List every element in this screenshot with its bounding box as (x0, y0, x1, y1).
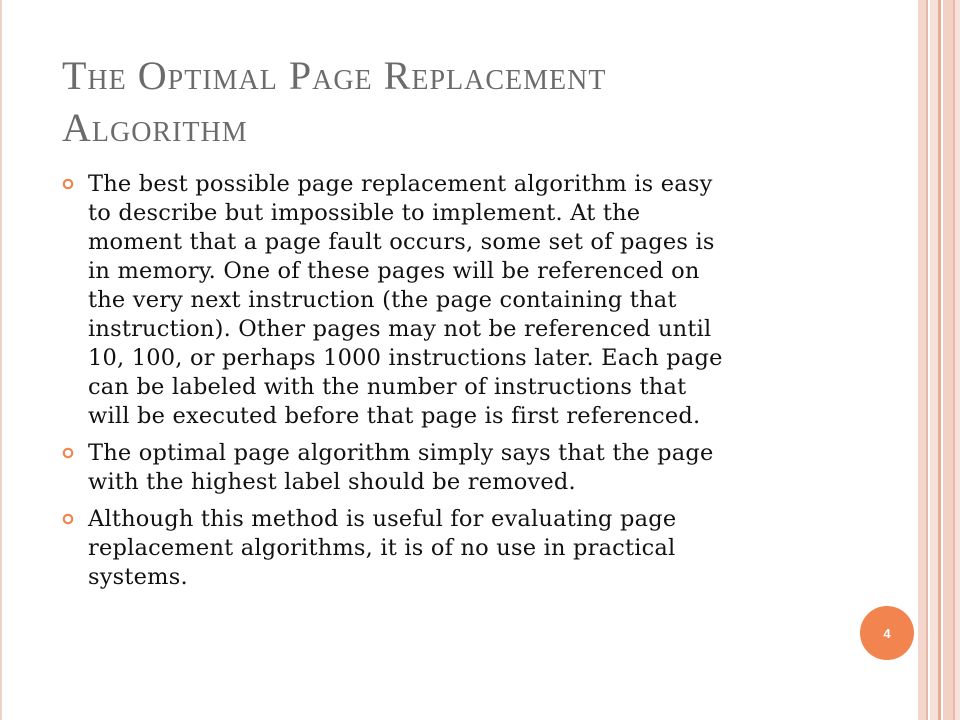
hollow-circle-bullet-icon (62, 447, 74, 459)
left-border-decoration (0, 0, 2, 720)
bullet-line: 10, 100, or perhaps 1000 instructions later. Each page (88, 345, 723, 371)
right-stripe-decoration (930, 0, 938, 720)
bullet-list (62, 170, 862, 600)
right-stripe-decoration (955, 0, 960, 720)
slide-title-line: The Optımal Page Replacement (62, 53, 607, 98)
bullet-item (62, 170, 862, 431)
bullet-line: The optimal page algorithm simply says that the page (88, 440, 714, 466)
hollow-circle-bullet-icon (62, 178, 74, 190)
bullet-line: The best possible page replacement algorithm is easy (88, 171, 713, 197)
right-stripe-decoration (943, 0, 953, 720)
bullet-line: moment that a page fault occurs, some set of pages is (88, 229, 715, 255)
bullet-line: in memory. One of these pages will be referenced on (88, 258, 700, 284)
page-number-badge (860, 606, 914, 660)
bullet-item (62, 439, 862, 497)
bullet-line: instruction). Other pages may not be referenced until (88, 316, 712, 342)
page-number: 4 (883, 625, 891, 641)
bullet-line: can be labeled with the number of instructions that (88, 374, 687, 400)
right-stripe-decoration (926, 0, 928, 720)
right-stripe-decoration (938, 0, 941, 720)
slide-title (62, 50, 882, 154)
bullet-line: with the highest label should be removed. (88, 469, 576, 495)
bullet-item (62, 505, 862, 592)
bullet-line: the very next instruction (the page containing that (88, 287, 677, 313)
slide-title-line: Algorıthm (62, 105, 248, 150)
bullet-line: systems. (88, 564, 188, 590)
right-stripe-decoration (918, 0, 926, 720)
bullet-line: replacement algorithms, it is of no use in practical (88, 535, 676, 561)
hollow-circle-bullet-icon (62, 513, 74, 525)
bullet-line: will be executed before that page is first referenced. (88, 403, 701, 429)
bullet-line: Although this method is useful for evaluating page (88, 506, 677, 532)
bullet-line: to describe but impossible to implement. At the (88, 200, 641, 226)
